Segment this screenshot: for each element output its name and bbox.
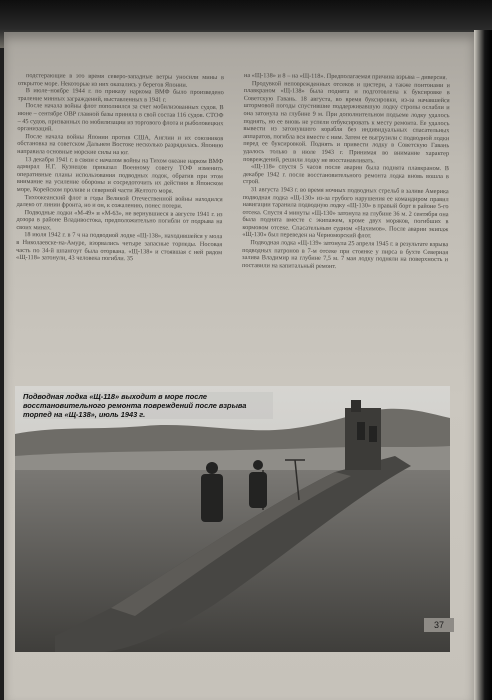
right-column bbox=[240, 72, 450, 412]
periscope bbox=[351, 400, 361, 412]
left-paragraph: подстерающие в это время северо-западные ветры уносили мины в открытое море. Некоторые из них оказались у берегов Японии. bbox=[17, 72, 224, 89]
left-paragraph: 18 июля 1942 г. в 7 ч на подводной лодке «Щ-138», находившейся у мола в Николаевске-на-Амуре, взорвались четыре запасные торпеды. Носовая часть по 34-й шпангоут была оторвана. «Щ-138» и стоявшая с ней рядом «Щ-118» затонули, 43 человека погибли. 35 bbox=[16, 231, 223, 263]
book-edge-right bbox=[474, 30, 492, 700]
right-paragraph: «Щ-118» спустя 5 часов после аварии была поднята плавкраном. В декабре 1942 г. после восстановительного ремонта лодка вновь вошла в строй. bbox=[242, 163, 450, 186]
photo-illustration bbox=[15, 386, 450, 652]
right-paragraph: Подводная лодка «Щ-139» затонула 25 апреля 1945 г. в результате взрыва подводных патронов в 7-м отсеке при стоянке у пирса в бухте Северная залива Владимир на глубине 7,5 м. 7 мая лодку подняли на поверхность и поставили на капитальный ремонт. bbox=[241, 239, 449, 270]
left-column bbox=[14, 72, 224, 412]
right-paragraph: на «Щ-138» и 8 – на «Щ-118». Предполагаемая причина взрыва – диверсия. bbox=[243, 72, 448, 82]
left-paragraph: 13 декабря 1941 г. в связи с началом войны на Тихом океане нарком ВМФ адмирал Н.Г. Кузнецов приказал Военному совету ТОФ изменить оперативные планы использования подводных лодок, обратив при этом внимание на усиление обороны и сосредоточить их действия в Японском море, Корейском проливе и северной части Желтого моря. bbox=[16, 155, 224, 195]
text-columns bbox=[18, 72, 458, 410]
right-paragraph: 31 августа 1943 г. во время ночных подводных стрельб в заливе Америка подводная лодка «Щ-130» из-за грубого нарушения ее командиром правил навигации таранила подводную лодку «Щ-130» в правый борт в районе 5-го отсека. Спустя 4 минуты «Щ-130» затонула на глубине 36 м. 2 сентября она была поднята вместе с экипажем, кроме двух моряков, погибших в кормовом отсеке. Спасательным судном «Нахимов». После аварии экипаж «Щ-130» был переведен на Черноморский флот. bbox=[242, 185, 449, 240]
figure-caption: Подводная лодка «Щ-118» выходит в море после восстановительного ремонта повреждений после взрыва торпед на «Щ-138», июль 1943 г. bbox=[23, 392, 273, 419]
page-number: 37 bbox=[424, 618, 454, 632]
right-paragraph: Продувкой неповрежденных отсеков и цистерн, а также понтонами и плавкраном «Щ-138» была поднята и подготовлена к буксировке в Советскую Гавань. 18 августа, во время буксировки, из-за начавшейся штормовой погоды спустившие поддерживавшую лодку стропы ослабли и она затонула на глубине 9 м. При дополнительном подъеме лодку удалось поднять, но ее вновь не успели отбуксировать к месту ремонта. Ее удалось вывести из затонувшего корабля без индивидуальных спасательных аппаратов, погибла вся вместе с ним. Затем ее выгрузили с подводной лодки перед ее буксировкой. Поднять и привести лодку в Советскую Гавань удалось только в июле 1943 г. Принимая во внимание характер повреждений, решили лодку не восстанавливать. bbox=[243, 79, 450, 164]
left-paragraph: После начала войны флот пополнился за счет мобилизованных судов. В июне – сентябре ОВР главной базы приняла в свой состав 116 судов. СТОФ – 45 судов, призванных по мобилизации из торгового флота и рыболовецких организаций. bbox=[17, 102, 224, 133]
left-paragraph: Подводные лодки «М-49» и «М-63», не вернувшиеся в августе 1941 г. из дозора в районе Владивостока, предположительно погибли от подрыва на своих минах. bbox=[16, 208, 223, 232]
left-paragraph: Тихоокеанский флот в годы Великой Отечественной войны находился далеко от линии фронта, но и он, к сожалению, понес потери. bbox=[16, 193, 223, 210]
submarine-photo bbox=[15, 386, 450, 652]
left-paragraph: После начала войны Японии против США, Англии и их союзников обстановка на советском Дальнем Востоке несколько разрядилась. Японию направила основные морские силы на юг. bbox=[17, 132, 224, 157]
left-paragraph: В июле–ноябре 1944 г. по приказу наркома ВМФ было произведено траление минных заграждений, выставленных в 1941 г. bbox=[17, 87, 224, 104]
